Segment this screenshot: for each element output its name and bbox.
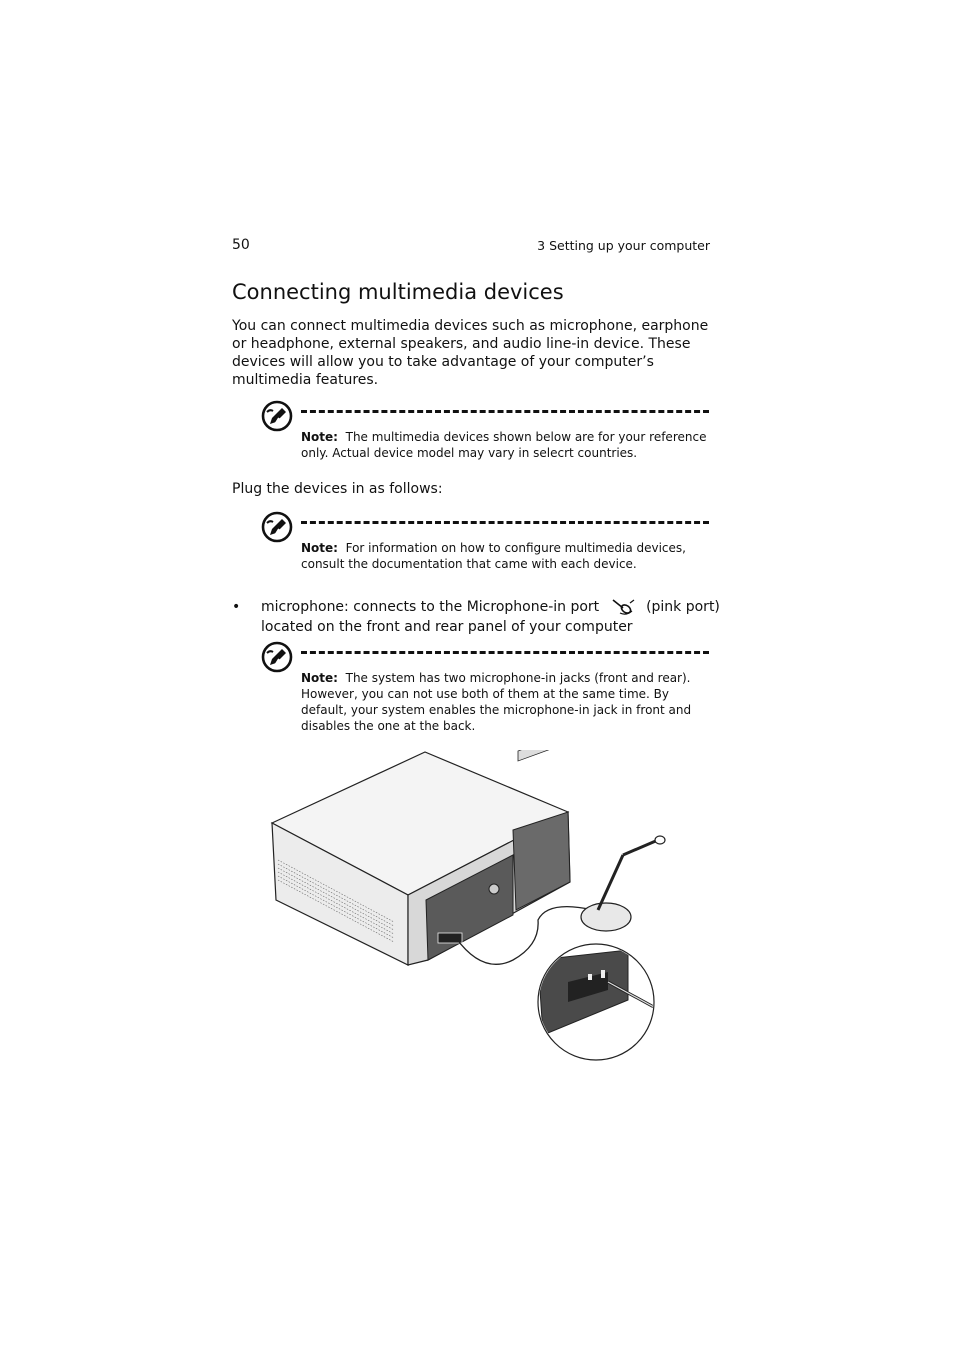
note-text: The system has two microphone-in jacks (front and rear). However, you can not use both of them at the same time. By default, your system enables the microphone-in jack in front and disables the one at the back.: [301, 671, 692, 733]
bullet-text-after: (pink port) located on the front and rear panel of your computer: [261, 599, 720, 635]
power-button: [489, 884, 499, 894]
mic-head: [655, 836, 665, 844]
note-3: [301, 670, 701, 734]
instruction-text: Plug the devices in as follows:: [232, 481, 443, 497]
note-label: Note:: [301, 671, 338, 685]
note-icon: [261, 511, 293, 543]
note-icon: [261, 400, 293, 432]
mic-base: [581, 903, 631, 931]
microphone-icon: [610, 597, 636, 615]
bullet-symbol: •: [232, 599, 241, 615]
bullet-item-microphone: [261, 597, 721, 637]
section-title: Connecting multimedia devices: [232, 280, 564, 304]
note-2: [301, 540, 711, 572]
intro-paragraph: You can connect multimedia devices such as microphone, earphone or headphone, external speakers, and audio line-in device. These devices will allow you to take advantage of your computer’s multimedia features.: [232, 318, 709, 388]
note-text: For information on how to configure multimedia devices, consult the documentation that came with each device.: [301, 541, 686, 571]
chapter-header: 3 Setting up your computer: [537, 238, 710, 253]
note-divider: [301, 651, 709, 654]
note-text: The multimedia devices shown below are for your reference only. Actual device model may vary in selecrt countries.: [301, 430, 707, 460]
note-icon: [261, 641, 293, 673]
note-divider: [301, 521, 709, 524]
note-label: Note:: [301, 430, 338, 444]
note-1: [301, 429, 711, 461]
note-divider: [301, 410, 709, 413]
computer-microphone-illustration: [268, 750, 668, 1065]
note-label: Note:: [301, 541, 338, 555]
drive-bay: [513, 812, 570, 910]
bullet-text-before: microphone: connects to the Microphone-in port: [261, 599, 600, 615]
optical-drive: [518, 750, 552, 761]
page-number: 50: [232, 237, 250, 253]
